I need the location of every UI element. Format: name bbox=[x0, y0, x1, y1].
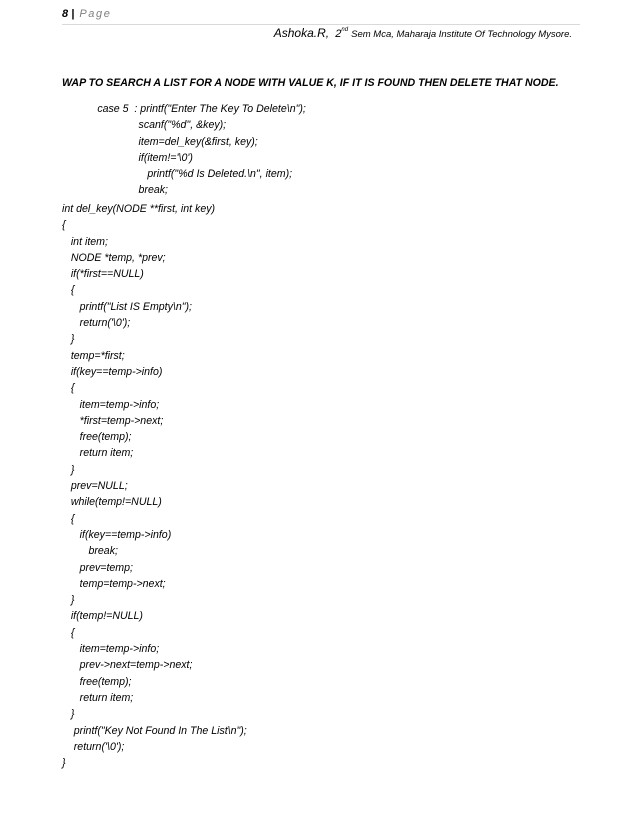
code-line: prev->next=temp->next; bbox=[62, 659, 193, 672]
header-rule bbox=[62, 24, 580, 25]
code-line: if(*first==NULL) bbox=[62, 268, 144, 281]
institute-text: Sem Mca, Maharaja Institute Of Technology Mysore. bbox=[351, 29, 572, 40]
code-line: item=del_key(&first, key); bbox=[62, 135, 258, 148]
code-line: temp=temp->next; bbox=[62, 577, 166, 590]
case-code-block bbox=[62, 101, 306, 199]
sem-number: 2 bbox=[335, 28, 342, 40]
code-line: { bbox=[62, 382, 75, 395]
code-line: if(key==temp->info) bbox=[62, 365, 163, 378]
code-line: return('\0'); bbox=[62, 740, 125, 753]
code-line: case 5 : printf("Enter The Key To Delete\n"); bbox=[62, 103, 306, 115]
code-line: scanf("%d", &key); bbox=[62, 119, 227, 132]
code-line: break; bbox=[62, 184, 168, 197]
code-line: printf("Key Not Found In The List\n"); bbox=[62, 724, 247, 737]
code-line: } bbox=[62, 594, 75, 607]
code-line: if(item!='\0') bbox=[62, 151, 193, 164]
code-line: prev=temp; bbox=[62, 561, 133, 574]
page-number-value: 8 bbox=[62, 8, 69, 20]
code-line: printf("%d Is Deleted.\n", item); bbox=[62, 168, 293, 181]
page-word: Page bbox=[79, 8, 112, 20]
code-line: } bbox=[62, 757, 66, 770]
code-line: } bbox=[62, 708, 75, 721]
code-line: item=temp->info; bbox=[62, 398, 160, 411]
code-line: if(temp!=NULL) bbox=[62, 610, 143, 623]
code-line: if(key==temp->info) bbox=[62, 528, 172, 541]
code-line: return item; bbox=[62, 447, 134, 460]
program-heading: WAP TO SEARCH A LIST FOR A NODE WITH VALUE K, IF IT IS FOUND THEN DELETE THAT NODE. bbox=[62, 77, 559, 89]
code-line: { bbox=[62, 512, 75, 525]
page-separator: | bbox=[71, 8, 75, 20]
code-line: int del_key(NODE **first, int key) bbox=[62, 203, 216, 215]
code-line: { bbox=[62, 626, 75, 639]
code-line: } bbox=[62, 333, 75, 346]
author-line bbox=[274, 26, 572, 40]
code-line: free(temp); bbox=[62, 431, 132, 444]
page-number bbox=[62, 8, 111, 20]
code-line: { bbox=[62, 219, 66, 232]
code-line: return item; bbox=[62, 691, 134, 704]
code-line: break; bbox=[62, 545, 118, 558]
code-line: while(temp!=NULL) bbox=[62, 496, 162, 509]
code-line: } bbox=[62, 463, 75, 476]
code-line: temp=*first; bbox=[62, 349, 125, 362]
code-line: { bbox=[62, 284, 75, 297]
code-line: *first=temp->next; bbox=[62, 414, 164, 427]
code-line: item=temp->info; bbox=[62, 643, 160, 656]
code-line: free(temp); bbox=[62, 675, 132, 688]
code-line: return('\0'); bbox=[62, 317, 131, 330]
code-line: int item; bbox=[62, 235, 108, 248]
function-code-block bbox=[62, 201, 247, 771]
code-line: prev=NULL; bbox=[62, 480, 128, 493]
sem-suffix: nd bbox=[341, 27, 349, 33]
code-line: printf("List IS Empty\n"); bbox=[62, 300, 192, 313]
code-line: NODE *temp, *prev; bbox=[62, 251, 166, 264]
author-name: Ashoka.R, bbox=[273, 26, 330, 40]
